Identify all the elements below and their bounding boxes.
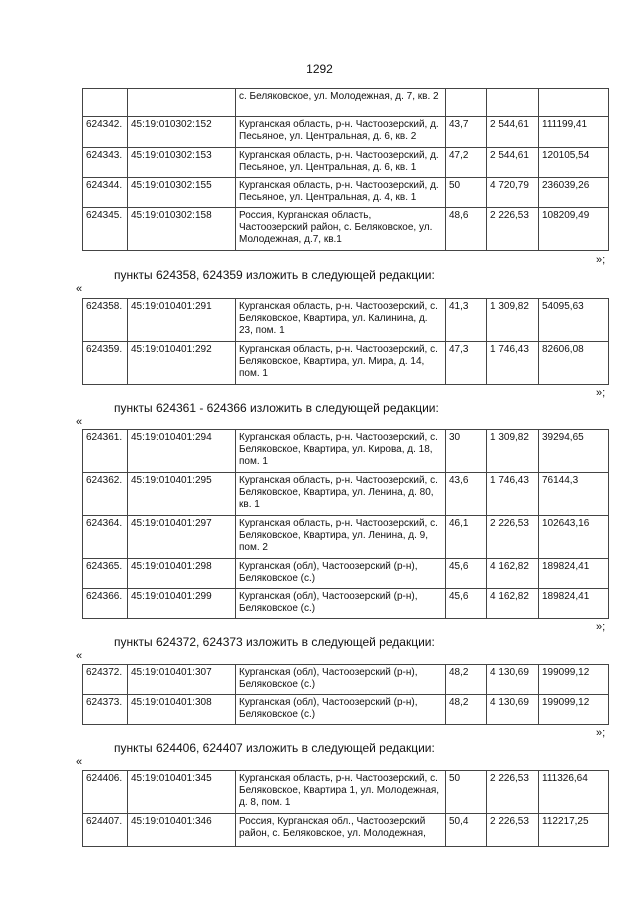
registry-table-2	[82, 429, 608, 619]
cell-cadastre: 45:19:010401:294	[128, 430, 236, 473]
cell-num: 624344.	[83, 178, 128, 208]
cell-rate: 2 226,53	[487, 208, 539, 251]
cell-cadastre: 45:19:010401:291	[128, 299, 236, 342]
cell-num: 624364.	[83, 516, 128, 559]
cell-cadastre: 45:19:010302:158	[128, 208, 236, 251]
table-row	[83, 148, 609, 178]
table-row	[83, 208, 609, 251]
cell-area: 47,3	[446, 342, 487, 385]
registry-table-0	[82, 88, 608, 251]
closing-quote: »;	[596, 621, 606, 633]
cell-rate: 4 162,82	[487, 559, 539, 589]
cell-area	[446, 89, 487, 117]
table-row	[83, 473, 609, 516]
registry-table-4	[82, 770, 608, 847]
cell-rate: 4 130,69	[487, 695, 539, 725]
cell-area: 48,2	[446, 665, 487, 695]
cell-address: Курганская область, р-н. Частоозерский, с. Беляковское, Квартира, ул. Ленина, д. 9, пом. 2	[236, 516, 446, 559]
cell-rate: 2 544,61	[487, 148, 539, 178]
cell-area: 43,7	[446, 117, 487, 148]
table-row	[83, 430, 609, 473]
cell-rate: 1 746,43	[487, 342, 539, 385]
cell-cadastre: 45:19:010401:345	[128, 771, 236, 814]
cell-address: с. Беляковское, ул. Молодежная, д. 7, кв. 2	[236, 89, 446, 117]
cell-address: Россия, Курганская обл., Частоозерский район, с. Беляковское, ул. Молодежная,	[236, 814, 446, 847]
cell-address: Курганская область, р-н. Частоозерский, с. Беляковское, Квартира, ул. Кирова, д. 18, пом. 1	[236, 430, 446, 473]
cell-area: 50,4	[446, 814, 487, 847]
table-row	[83, 695, 609, 725]
cell-num: 624343.	[83, 148, 128, 178]
cell-area: 50	[446, 771, 487, 814]
cell-cadastre: 45:19:010401:346	[128, 814, 236, 847]
cell-num: 624365.	[83, 559, 128, 589]
cell-address: Курганская область, р-н. Частоозерский, д. Песьяное, ул. Центральная, д. 6, кв. 2	[236, 117, 446, 148]
cell-value: 189824,41	[539, 559, 609, 589]
cell-area: 45,6	[446, 559, 487, 589]
opening-quote: «	[76, 650, 83, 662]
cell-address: Курганская область, р-н. Частоозерский, д. Песьяное, ул. Центральная, д. 6, кв. 1	[236, 148, 446, 178]
cell-rate: 4 162,82	[487, 589, 539, 619]
cell-value: 199099,12	[539, 695, 609, 725]
cell-cadastre: 45:19:010401:297	[128, 516, 236, 559]
cell-rate: 4 720,79	[487, 178, 539, 208]
cell-cadastre: 45:19:010401:307	[128, 665, 236, 695]
cell-value: 54095,63	[539, 299, 609, 342]
cell-rate: 1 309,82	[487, 430, 539, 473]
cell-cadastre: 45:19:010302:152	[128, 117, 236, 148]
table-row	[83, 516, 609, 559]
cell-address: Курганская область, р-н. Частоозерский, д. Песьяное, ул. Центральная, д. 4, кв. 1	[236, 178, 446, 208]
cell-area: 43,6	[446, 473, 487, 516]
table-row	[83, 178, 609, 208]
table-row	[83, 117, 609, 148]
table-row	[83, 665, 609, 695]
cell-rate: 2 226,53	[487, 771, 539, 814]
cell-num: 624342.	[83, 117, 128, 148]
closing-quote: »;	[596, 727, 606, 739]
amendment-instruction: пункты 624406, 624407 изложить в следующей редакции:	[114, 741, 435, 755]
opening-quote: «	[76, 283, 83, 295]
cell-address: Курганская область, р-н. Частоозерский, с. Беляковское, Квартира 1, ул. Молодежная, д. 8, пом. 1	[236, 771, 446, 814]
cell-num: 624373.	[83, 695, 128, 725]
cell-value: 189824,41	[539, 589, 609, 619]
cell-address: Курганская (обл), Частоозерский (р-н), Беляковское (с.)	[236, 589, 446, 619]
amendment-instruction: пункты 624372, 624373 изложить в следующей редакции:	[114, 635, 435, 649]
cell-value: 111199,41	[539, 117, 609, 148]
registry-table-3	[82, 664, 608, 725]
table-row	[83, 89, 609, 117]
cell-num: 624366.	[83, 589, 128, 619]
cell-address: Курганская область, р-н. Частоозерский, с. Беляковское, Квартира, ул. Мира, д. 14, пом. 1	[236, 342, 446, 385]
cell-rate: 2 226,53	[487, 516, 539, 559]
closing-quote: »;	[596, 254, 606, 266]
cell-area: 47,2	[446, 148, 487, 178]
cell-num: 624406.	[83, 771, 128, 814]
registry-table-1	[82, 298, 608, 385]
cell-num: 624407.	[83, 814, 128, 847]
cell-area: 45,6	[446, 589, 487, 619]
cell-value: 76144,3	[539, 473, 609, 516]
cell-cadastre: 45:19:010302:153	[128, 148, 236, 178]
cell-num	[83, 89, 128, 117]
cell-address: Курганская (обл), Частоозерский (р-н), Беляковское (с.)	[236, 665, 446, 695]
cell-value: 120105,54	[539, 148, 609, 178]
cell-num: 624362.	[83, 473, 128, 516]
cell-area: 46,1	[446, 516, 487, 559]
cell-address: Курганская (обл), Частоозерский (р-н), Беляковское (с.)	[236, 695, 446, 725]
cell-cadastre	[128, 89, 236, 117]
cell-address: Россия, Курганская область, Частоозерский район, с. Беляковское, ул. Молодежная, д.7, кв.1	[236, 208, 446, 251]
cell-value	[539, 89, 609, 117]
cell-value: 111326,64	[539, 771, 609, 814]
opening-quote: «	[76, 416, 83, 428]
amendment-instruction: пункты 624361 - 624366 изложить в следующей редакции:	[114, 401, 439, 415]
cell-cadastre: 45:19:010401:298	[128, 559, 236, 589]
cell-value: 112217,25	[539, 814, 609, 847]
cell-cadastre: 45:19:010302:155	[128, 178, 236, 208]
cell-area: 50	[446, 178, 487, 208]
cell-cadastre: 45:19:010401:292	[128, 342, 236, 385]
amendment-instruction: пункты 624358, 624359 изложить в следующей редакции:	[114, 268, 435, 282]
table-row	[83, 342, 609, 385]
cell-area: 30	[446, 430, 487, 473]
cell-num: 624345.	[83, 208, 128, 251]
cell-address: Курганская (обл), Частоозерский (р-н), Беляковское (с.)	[236, 559, 446, 589]
table-row	[83, 771, 609, 814]
table-row	[83, 299, 609, 342]
cell-value: 236039,26	[539, 178, 609, 208]
closing-quote: »;	[596, 387, 606, 399]
cell-rate: 4 130,69	[487, 665, 539, 695]
cell-area: 41,3	[446, 299, 487, 342]
table-row	[83, 814, 609, 847]
cell-num: 624359.	[83, 342, 128, 385]
cell-cadastre: 45:19:010401:295	[128, 473, 236, 516]
cell-value: 82606,08	[539, 342, 609, 385]
cell-value: 108209,49	[539, 208, 609, 251]
cell-area: 48,6	[446, 208, 487, 251]
table-row	[83, 559, 609, 589]
cell-rate: 1 309,82	[487, 299, 539, 342]
cell-rate: 2 544,61	[487, 117, 539, 148]
cell-cadastre: 45:19:010401:308	[128, 695, 236, 725]
cell-value: 199099,12	[539, 665, 609, 695]
cell-address: Курганская область, р-н. Частоозерский, с. Беляковское, Квартира, ул. Ленина, д. 80, кв. 1	[236, 473, 446, 516]
cell-num: 624358.	[83, 299, 128, 342]
table-row	[83, 589, 609, 619]
cell-rate: 1 746,43	[487, 473, 539, 516]
page-number: 1292	[306, 62, 333, 76]
cell-value: 39294,65	[539, 430, 609, 473]
cell-cadastre: 45:19:010401:299	[128, 589, 236, 619]
cell-rate	[487, 89, 539, 117]
cell-address: Курганская область, р-н. Частоозерский, с. Беляковское, Квартира, ул. Калинина, д. 23, пом. 1	[236, 299, 446, 342]
cell-area: 48,2	[446, 695, 487, 725]
cell-value: 102643,16	[539, 516, 609, 559]
opening-quote: «	[76, 756, 83, 768]
cell-rate: 2 226,53	[487, 814, 539, 847]
cell-num: 624361.	[83, 430, 128, 473]
cell-num: 624372.	[83, 665, 128, 695]
